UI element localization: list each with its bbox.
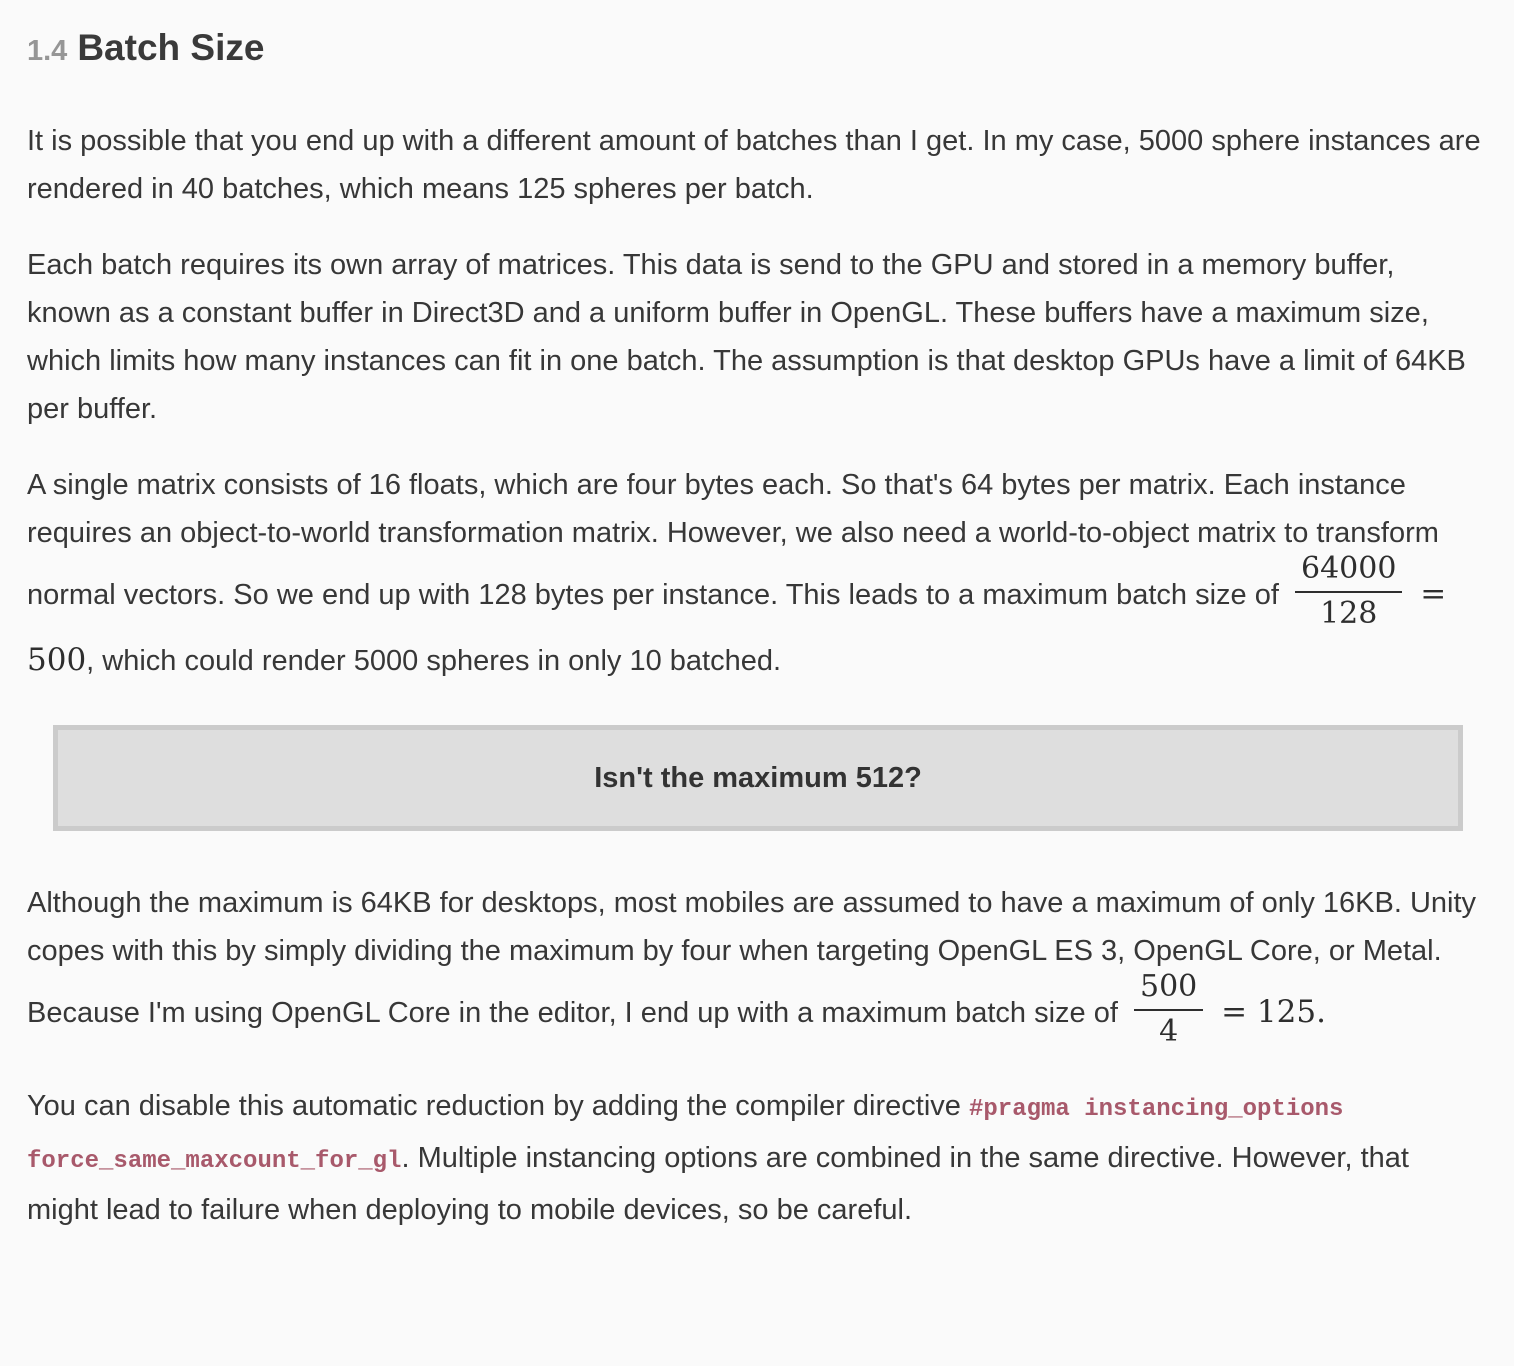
fraction-500-over-4 bbox=[1134, 970, 1203, 1049]
paragraph-matrix-size bbox=[27, 461, 1484, 685]
section-title: Batch Size bbox=[77, 27, 265, 68]
paragraph-mobile-limit-lead: Although the maximum is 64KB for desktops, most mobiles are assumed to have a maximum of only 16KB. Unity copes with this by simply dividing the maximum by four when targeting OpenGL ES 3, OpenGL Core, or Metal. Because I'm using OpenGL Core in the editor, I end up with a maximum batch size of bbox=[27, 887, 1477, 1030]
article bbox=[27, 26, 1484, 1234]
question-toggle-box[interactable] bbox=[53, 725, 1463, 831]
inline-code-pragma: #pragma instancing_options force_same_maxcount_for_gl bbox=[27, 1096, 1344, 1175]
paragraph-mobile-limit bbox=[27, 879, 1484, 1054]
fraction-numerator: 64000 bbox=[1295, 552, 1402, 593]
paragraph-buffer-limits: Each batch requires its own array of matrices. This data is send to the GPU and stored in a memory buffer, known as a constant buffer in Direct3D and a uniform buffer in OpenGL. These buffers have a maximum size, which limits how many instances can fit in one batch. The assumption is that desktop GPUs have a limit of 64KB per buffer. bbox=[27, 249, 1466, 425]
paragraph-matrix-size-tail: , which could render 5000 spheres in only 10 batched. bbox=[86, 645, 782, 677]
paragraph-pragma-tail: . Multiple instancing options are combined in the same directive. However, that might lead to failure when deploying to mobile devices, so be careful. bbox=[27, 1142, 1409, 1226]
paragraph-matrix-size-lead: A single matrix consists of 16 floats, which are four bytes each. So that's 64 bytes per matrix. Each instance requires an object-to-world transformation matrix. However, we also need a world-to-object matrix to transform normal vectors. So we end up with 128 bytes per instance. This leads to a maximum batch size of bbox=[27, 469, 1439, 612]
fraction-denominator: 128 bbox=[1320, 595, 1378, 631]
section-number: 1.4 bbox=[27, 35, 68, 67]
equation-result-125: = 125. bbox=[1211, 994, 1326, 1031]
fraction-numerator: 500 bbox=[1134, 970, 1203, 1011]
fraction-denominator: 4 bbox=[1159, 1013, 1179, 1049]
fraction-64000-over-128 bbox=[1295, 552, 1402, 631]
equation-result-500: = 500 bbox=[27, 576, 1447, 678]
section-heading bbox=[27, 26, 1484, 73]
paragraph-pragma-lead: You can disable this automatic reduction by adding the compiler directive bbox=[27, 1090, 969, 1122]
question-toggle-label: Isn't the maximum 512? bbox=[594, 762, 922, 794]
paragraph-pragma-directive bbox=[27, 1082, 1484, 1234]
paragraph-batch-count: It is possible that you end up with a different amount of batches than I get. In my case, 5000 sphere instances are rendered in 40 batches, which means 125 spheres per batch. bbox=[27, 125, 1481, 205]
